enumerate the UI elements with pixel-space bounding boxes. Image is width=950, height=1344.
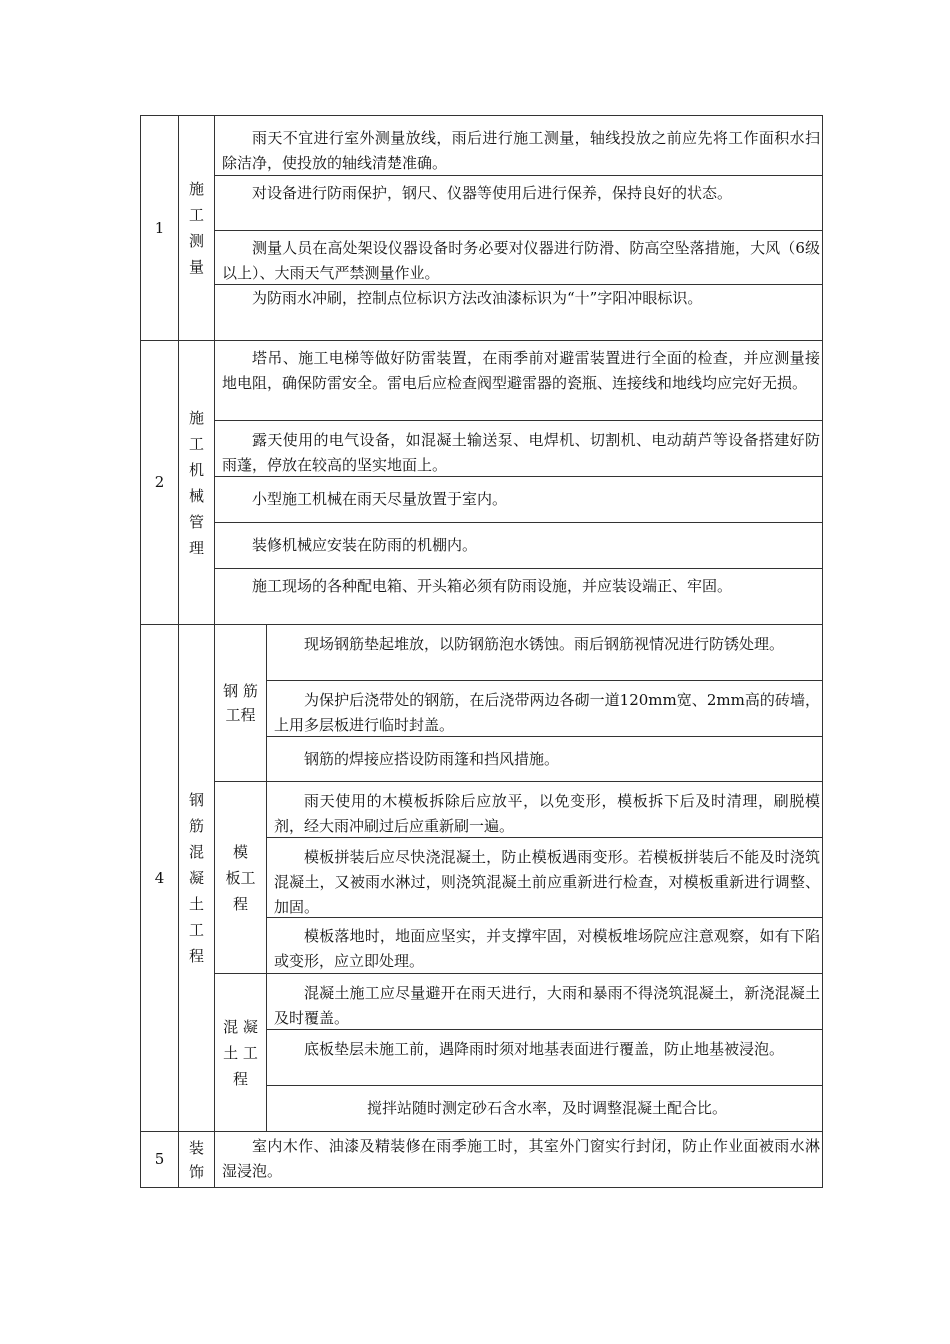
item-text: 露天使用的电气设备，如混凝土输送泵、电焊机、切割机、电动葫芦等设备搭建好防雨蓬，停放在较高的坚实地面上。: [222, 431, 820, 474]
category-label: 施 工 测 量: [188, 180, 204, 276]
item-text: 为保护后浇带处的钢筋，在后浇带两边各砌一道120mm宽、2mm高的砖墙，上用多层板进行临时封盖。: [274, 691, 820, 734]
category-label: 施 工 机 械 管 理: [188, 408, 204, 557]
item-text: 雨天使用的木模板拆除后应放平，以免变形，模板拆下后及时清理，刷脱模剂，经大雨冲刷过后应重新刷一遍。: [274, 792, 820, 835]
table-border-right: [822, 115, 823, 1188]
row-number: 5: [154, 1150, 165, 1168]
row-number: 2: [154, 473, 165, 491]
group-divider: [214, 781, 823, 782]
item-text: 钢筋的焊接应搭设防雨篷和挡风措施。: [304, 750, 560, 768]
item-text: 雨天不宜进行室外测量放线，雨后进行施工测量，轴线投放之前应先将工作面积水扫除洁净，使投放的轴线清楚准确。: [222, 129, 820, 172]
item-text: 底板垫层未施工前，遇降雨时须对地基表面进行覆盖，防止地基被浸泡。: [304, 1040, 785, 1058]
item-divider: [266, 1085, 823, 1086]
section-divider: [140, 340, 823, 341]
subgroup-label: 钢 筋 工程: [223, 682, 258, 724]
row-number: 4: [154, 868, 165, 887]
item-text: 混凝土施工应尽量避开在雨天进行，大雨和暴雨不得浇筑混凝土，新浇混凝土及时覆盖。: [274, 984, 820, 1027]
item-text: 施工现场的各种配电箱、开头箱必须有防雨设施，并应装设端正、牢固。: [252, 577, 733, 595]
section-divider: [140, 1131, 823, 1132]
category-label: 钢 筋 混 凝 土 工 程: [188, 791, 204, 965]
column-divider: [266, 624, 267, 1132]
item-text: 对设备进行防雨保护，钢尺、仪器等使用后进行保养，保持良好的状态。: [252, 184, 733, 202]
subgroup-label: 模 板工 程: [225, 842, 256, 913]
item-text: 装修机械应安装在防雨的机棚内。: [252, 536, 478, 554]
subgroup-label: 混 凝 土 工 程: [223, 1017, 258, 1088]
item-text: 模板落地时，地面应坚实，并支撑牢固，对模板堆场院应注意观察，如有下陷或变形，应立即处理。: [274, 927, 820, 970]
item-text: 现场钢筋垫起堆放，以防钢筋泡水锈蚀。雨后钢筋视情况进行防锈处理。: [304, 635, 785, 653]
item-text: 为防雨水冲刷，控制点位标识方法改油漆标识为“十”字阳冲眼标识。: [252, 289, 703, 307]
item-divider: [214, 522, 823, 523]
table-border-bottom: [140, 1187, 823, 1188]
item-divider: [214, 420, 823, 421]
item-text: 模板拼装后应尽快浇混凝土，防止模板遇雨变形。若模板拼装后不能及时浇筑混凝土，又被雨水淋过，则浇筑混凝土前应重新进行检查，对模板重新进行调整、加固。: [274, 848, 820, 916]
table-border-top: [140, 115, 823, 116]
item-divider: [214, 568, 823, 569]
item-text: 搅拌站随时测定砂石含水率，及时调整混凝土配合比。: [366, 1099, 727, 1117]
category-label: 装 饰: [188, 1138, 204, 1181]
row-number: 1: [154, 218, 165, 237]
item-divider: [214, 230, 823, 231]
item-text: 测量人员在高处架设仪器设备时务必要对仪器进行防滑、防高空坠落措施，大风（6级以上）、大雨天气严禁测量作业。: [222, 239, 820, 282]
item-divider: [266, 680, 823, 681]
item-text: 小型施工机械在雨天尽量放置于室内。: [252, 490, 508, 508]
item-text: 塔吊、施工电梯等做好防雷装置，在雨季前对避雷装置进行全面的检查，并应测量接地电阻，确保防雷安全。雷电后应检查阀型避雷器的瓷瓶、连接线和地线均应完好无损。: [222, 349, 820, 392]
item-text: 室内木作、油漆及精装修在雨季施工时，其室外门窗实行封闭，防止作业面被雨水淋湿浸泡。: [222, 1137, 820, 1180]
